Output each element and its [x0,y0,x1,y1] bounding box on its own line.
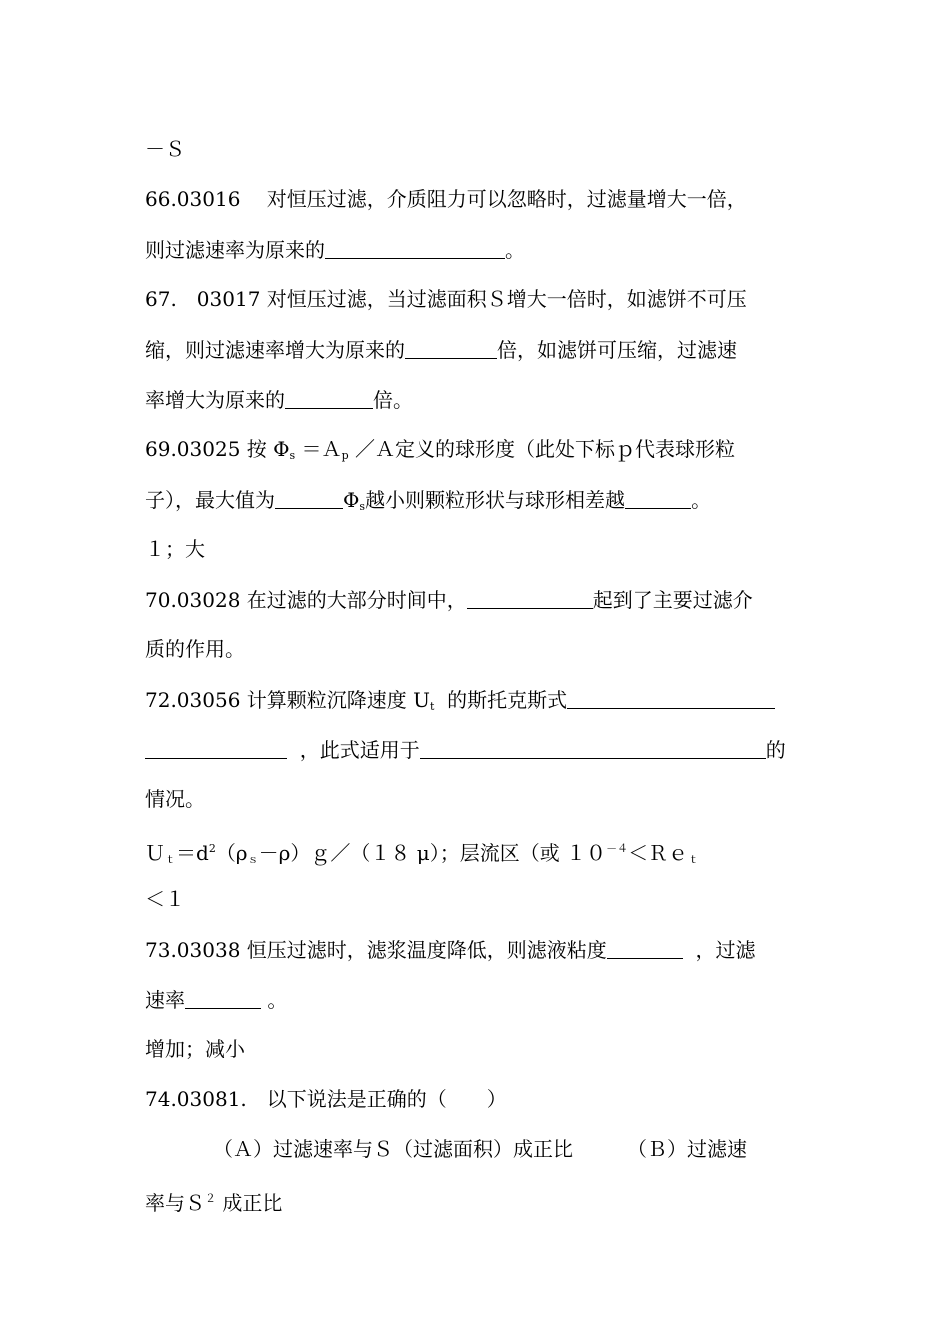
question-text: 越小则颗粒形状与球形相差越 [365,488,626,512]
question-67-line-2 [145,334,825,364]
question-66-line-2 [145,234,825,264]
question-text: 的斯托克斯式 [434,688,568,712]
question-text: 起到了主要过滤介 [592,588,753,612]
question-text: 67. 03017 对恒压过滤，当过滤面积Ｓ增大一倍时，如滤饼不可压 [145,287,747,311]
question-text: 子），最大值为 [145,488,275,512]
fill-blank [625,486,691,509]
option-b-text: 率与Ｓ [145,1191,205,1215]
fill-blank [145,736,287,759]
question-text: 69.03025 按 Φ [145,437,290,461]
question-70-line-1 [145,584,825,614]
answer-line [145,534,825,564]
superscript: 2 [208,842,216,855]
question-72-line-1 [145,684,825,714]
subscript: ｓ [247,853,259,866]
answer-text: －ρ）ｇ／（１８ μ）；层流区（或 １０ [258,841,607,865]
question-text: 的 [765,738,786,762]
question-69-line-2 [145,484,825,514]
question-text: 倍。 [373,388,413,412]
question-72-line-2 [145,734,825,764]
fill-blank [467,586,593,609]
answer-text: １；大 [145,537,205,561]
answer-text: （ρ [215,841,248,865]
answer-text: －Ｓ [145,137,185,161]
question-text: 速率 [145,988,185,1012]
question-text: 倍，如滤饼可压缩，过滤速 [497,338,737,362]
fill-blank [607,936,683,959]
fill-blank [275,486,343,509]
subscript: s [359,500,366,513]
option-b-text: 成正比 [216,1191,283,1215]
subscript: ｔ [688,853,700,866]
answer-text: ＜Ｒｅ [628,841,689,865]
question-66-line-1 [145,184,825,214]
option-b-text: （Ｂ）过滤速 [627,1137,747,1161]
question-text: 则过滤速率为原来的 [145,238,325,262]
question-70-line-2 [145,634,825,664]
fill-blank [405,336,497,359]
question-text: 。 [505,238,525,262]
question-text: ，过滤 [695,938,756,962]
question-text: 74.03081. 以下说法是正确的（ ） [145,1087,507,1111]
question-74-option-line [145,1134,825,1164]
question-67-line-3 [145,384,825,414]
option-a-text: （Ａ）过滤速率与Ｓ（过滤面积）成正比 [213,1137,573,1161]
fill-blank [285,386,373,409]
superscript: －４ [606,842,629,855]
fill-blank [185,986,261,1009]
question-text: 72.03056 计算颗粒沉降速度 U [145,688,430,712]
answer-line [145,884,825,914]
question-text: ，此式适用于 [299,738,420,762]
superscript: ２ [205,1192,216,1205]
question-73-line-1 [145,934,825,964]
fill-blank [567,686,775,709]
question-text: 。 [691,488,712,512]
question-text: Φ [343,488,360,512]
answer-line [145,134,825,164]
question-67-line-1 [145,284,825,314]
fill-blank [420,736,766,759]
subscript: ｔ [165,853,176,866]
fill-blank [325,236,505,259]
question-text: 66.03016 对恒压过滤，介质阻力可以忽略时，过滤量增大一倍， [145,187,747,211]
subscript: p [341,449,349,462]
question-74-option-line [145,1184,825,1214]
question-69-line-1 [145,434,825,464]
question-text: 。 [267,988,288,1012]
answer-text: Ｕ [145,841,165,865]
question-text: 质的作用。 [145,637,245,661]
question-73-line-2 [145,984,825,1014]
question-text: 70.03028 在过滤的大部分时间中， [145,588,467,612]
answer-line [145,1034,825,1064]
answer-line [145,834,825,864]
question-text: 情况。 [145,787,205,811]
subscript: s [289,449,296,462]
question-text: 73.03038 恒压过滤时，滤浆温度降低，则滤液粘度 [145,938,607,962]
subscript: t [430,700,435,713]
question-74-line-1 [145,1084,825,1114]
question-text: 率增大为原来的 [145,388,285,412]
answer-text: 增加；减小 [145,1037,245,1061]
answer-text: ＜１ [145,887,185,911]
question-text: 缩，则过滤速率增大为原来的 [145,338,405,362]
question-text: ／Ａ定义的球形度（此处下标ｐ代表球形粒 [348,437,735,461]
question-text: ＝Ａ [295,437,342,461]
answer-text: ＝d [176,841,209,865]
question-72-line-3 [145,784,825,814]
